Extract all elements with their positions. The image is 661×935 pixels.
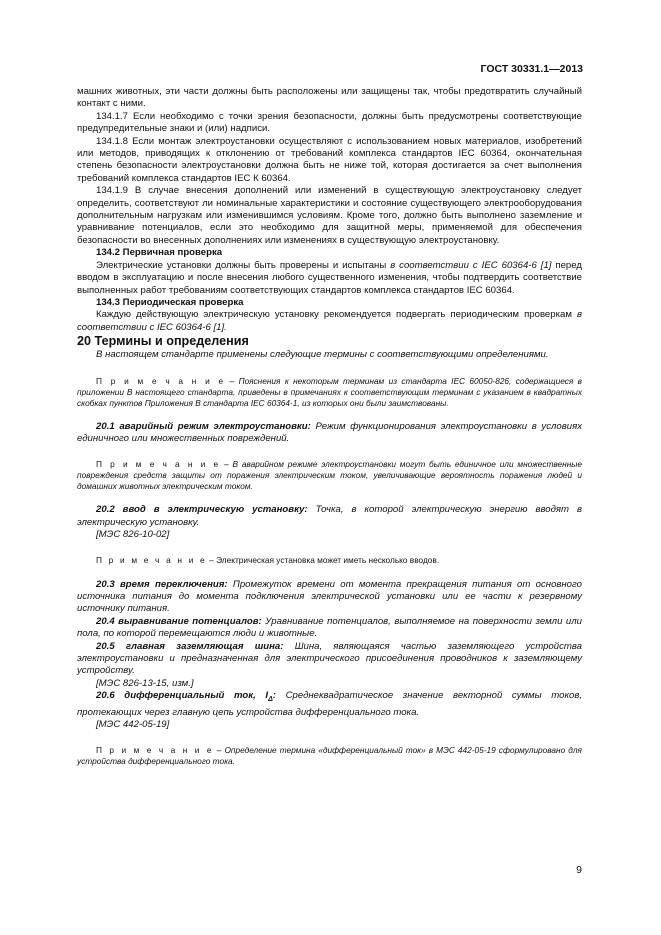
term-subscript: Δ [268,696,273,704]
term-name: 20.4 выравнивание потенциалов: [96,615,262,627]
note-label: П р и м е ч а н и е [96,554,207,565]
text: Каждую действующую электрическую установку рекомендуется подвергать периодическим проверкам [96,309,577,321]
note-text: – Пояснения к некоторым терминам из стандарта IEC 60050-826, содержащиеся в приложении В настоящего стандарта, приведены в примечаниях к соответствующим терминам с указанием в квадратных скобках пунктов Приложения В стандарта IEC 60364-1, из которых они были заимствованы. [77,375,582,408]
document-body [77,86,582,767]
text: Электрические установки должны быть проверены и испытаны [96,259,391,271]
note-20-2 [77,555,582,566]
term-reference: [МЭС 826-13-15, изм.] [96,677,194,689]
paragraph-continued: машних животных, эти части должны быть расположены или защищены так, чтобы предотвратить случайный контакт с ними. [77,86,582,110]
section-title: 20 Термины и определения [77,334,249,349]
note-text: – Определение термина «дифференциальный ток» в МЭС 442-05-19 сформулировано для устройства дифференциального тока. [77,745,582,767]
paragraph-134-1-8: 134.1.8 Если монтаж электроустановки осуществляют с использованием новых материалов, изобретений или методов, приводящих к отклонению от требований комплекса стандартов IEC 60364, окончательная степень безопасности электроустановки должна быть не ниже той, которая достигается за счет выполнения требований комплекса стандартов IEC К 60364. [77,135,582,184]
term-definition: Шина, являющаяся частью заземляющего устройства электроустановки и предназначенная для электрического присоединения проводников к заземляющему устройству. [77,640,583,677]
paragraph-134-2 [77,260,582,297]
term-colon: : [272,690,276,702]
paragraph-134-3 [77,309,582,334]
term-reference: [МЭС 826-10-02] [96,529,170,541]
term-20-6 [77,690,582,719]
term-20-4 [77,616,582,641]
reference-link: в соответствии с IEC 60364-6 [1] [390,259,552,271]
term-definition: Режим функционирования электроустановки в условиях единичного или множественных повреждений. [77,420,582,444]
section-intro: В настоящем стандарте применены следующие термины с соответствующими определениями. [96,349,549,361]
term-definition: Точка, в которой электрическую энергию вводят в электрическую установку. [77,504,582,528]
standard-header: ГОСТ 30331.1—2013 [480,63,583,75]
note-1 [77,376,582,409]
note-label: П р и м е ч а н и е [96,459,221,470]
note-20-1 [77,459,582,492]
page-number: 9 [576,864,582,876]
paragraph-134-1-7: 134.1.7 Если необходимо с точки зрения безопасности, должны быть предусмотрены соответствующие предупредительные знаки и (или) надписи. [77,110,582,135]
note-text: – Электрическая установка может иметь несколько вводов. [206,554,440,565]
term-20-5 [77,641,582,678]
text: перед вводом в эксплуатацию и после внесения любого существенного изменения, чтобы подтвердить соответствие выполненных работ требованиям соответствующих стандартов комплекса стандартов IEC 60364. [77,259,582,296]
term-reference: [МЭС 442-05-19] [96,718,170,730]
term-definition: Промежуток времени от момента прекращения питания от основного источника питания до момента подключения электрической установки или ее части к резервному источнику питания. [77,578,582,615]
term-20-3 [77,579,582,616]
term-20-1 [77,421,582,446]
subheading-134-3: 134.3 Периодическая проверка [96,296,244,308]
term-name: 20.2 ввод в электрическую установку: [96,504,308,516]
term-name: 20.1 аварийный режим электроустановки: [96,420,311,432]
term-name: 20.5 главная заземляющая шина: [96,640,284,652]
term-definition: Уравнивание потенциалов, выполняемое на поверхности земли или пола, по которой перемещаются люди и животные. [77,615,582,640]
note-text: – В аварийном режиме электроустановки могут быть единичное или множественные повреждения средств защиты от поражения электрическим током, увеличивающие вероятность поражения людей и домашних животных электрическим током. [77,459,582,492]
note-label: П р и м е ч а н и е [96,375,226,386]
term-definition: Среднеквадратическое значение векторной суммы токов, протекающих через главную цепь устройства дифференциального тока. [77,690,582,718]
paragraph-134-1-9: 134.1.9 В случае внесения дополнений или изменений в существующую электроустановку следует определить, соответствуют ли номинальные характеристики и состояние существующего электрооборудования дополнительным нагрузкам или изменившимся условиям. Кроме того, должно быть выполнено заземление и уравнивание потенциалов, если это необходимо для защитной меры, применяемой для обеспечения безопасности во внесенных дополнениях или изменениях в существующую электроустановку. [77,185,582,246]
subheading-134-2: 134.2 Первичная проверка [96,247,223,259]
reference-link: в соответствии с IEC 60364-6 [1]. [77,309,582,333]
term-20-2 [77,504,582,529]
term-name: 20.6 дифференциальный ток, I [96,690,269,702]
note-20-6 [77,745,582,767]
term-name: 20.3 время переключения: [96,578,228,590]
note-label: П р и м е ч а н и е [96,745,214,756]
